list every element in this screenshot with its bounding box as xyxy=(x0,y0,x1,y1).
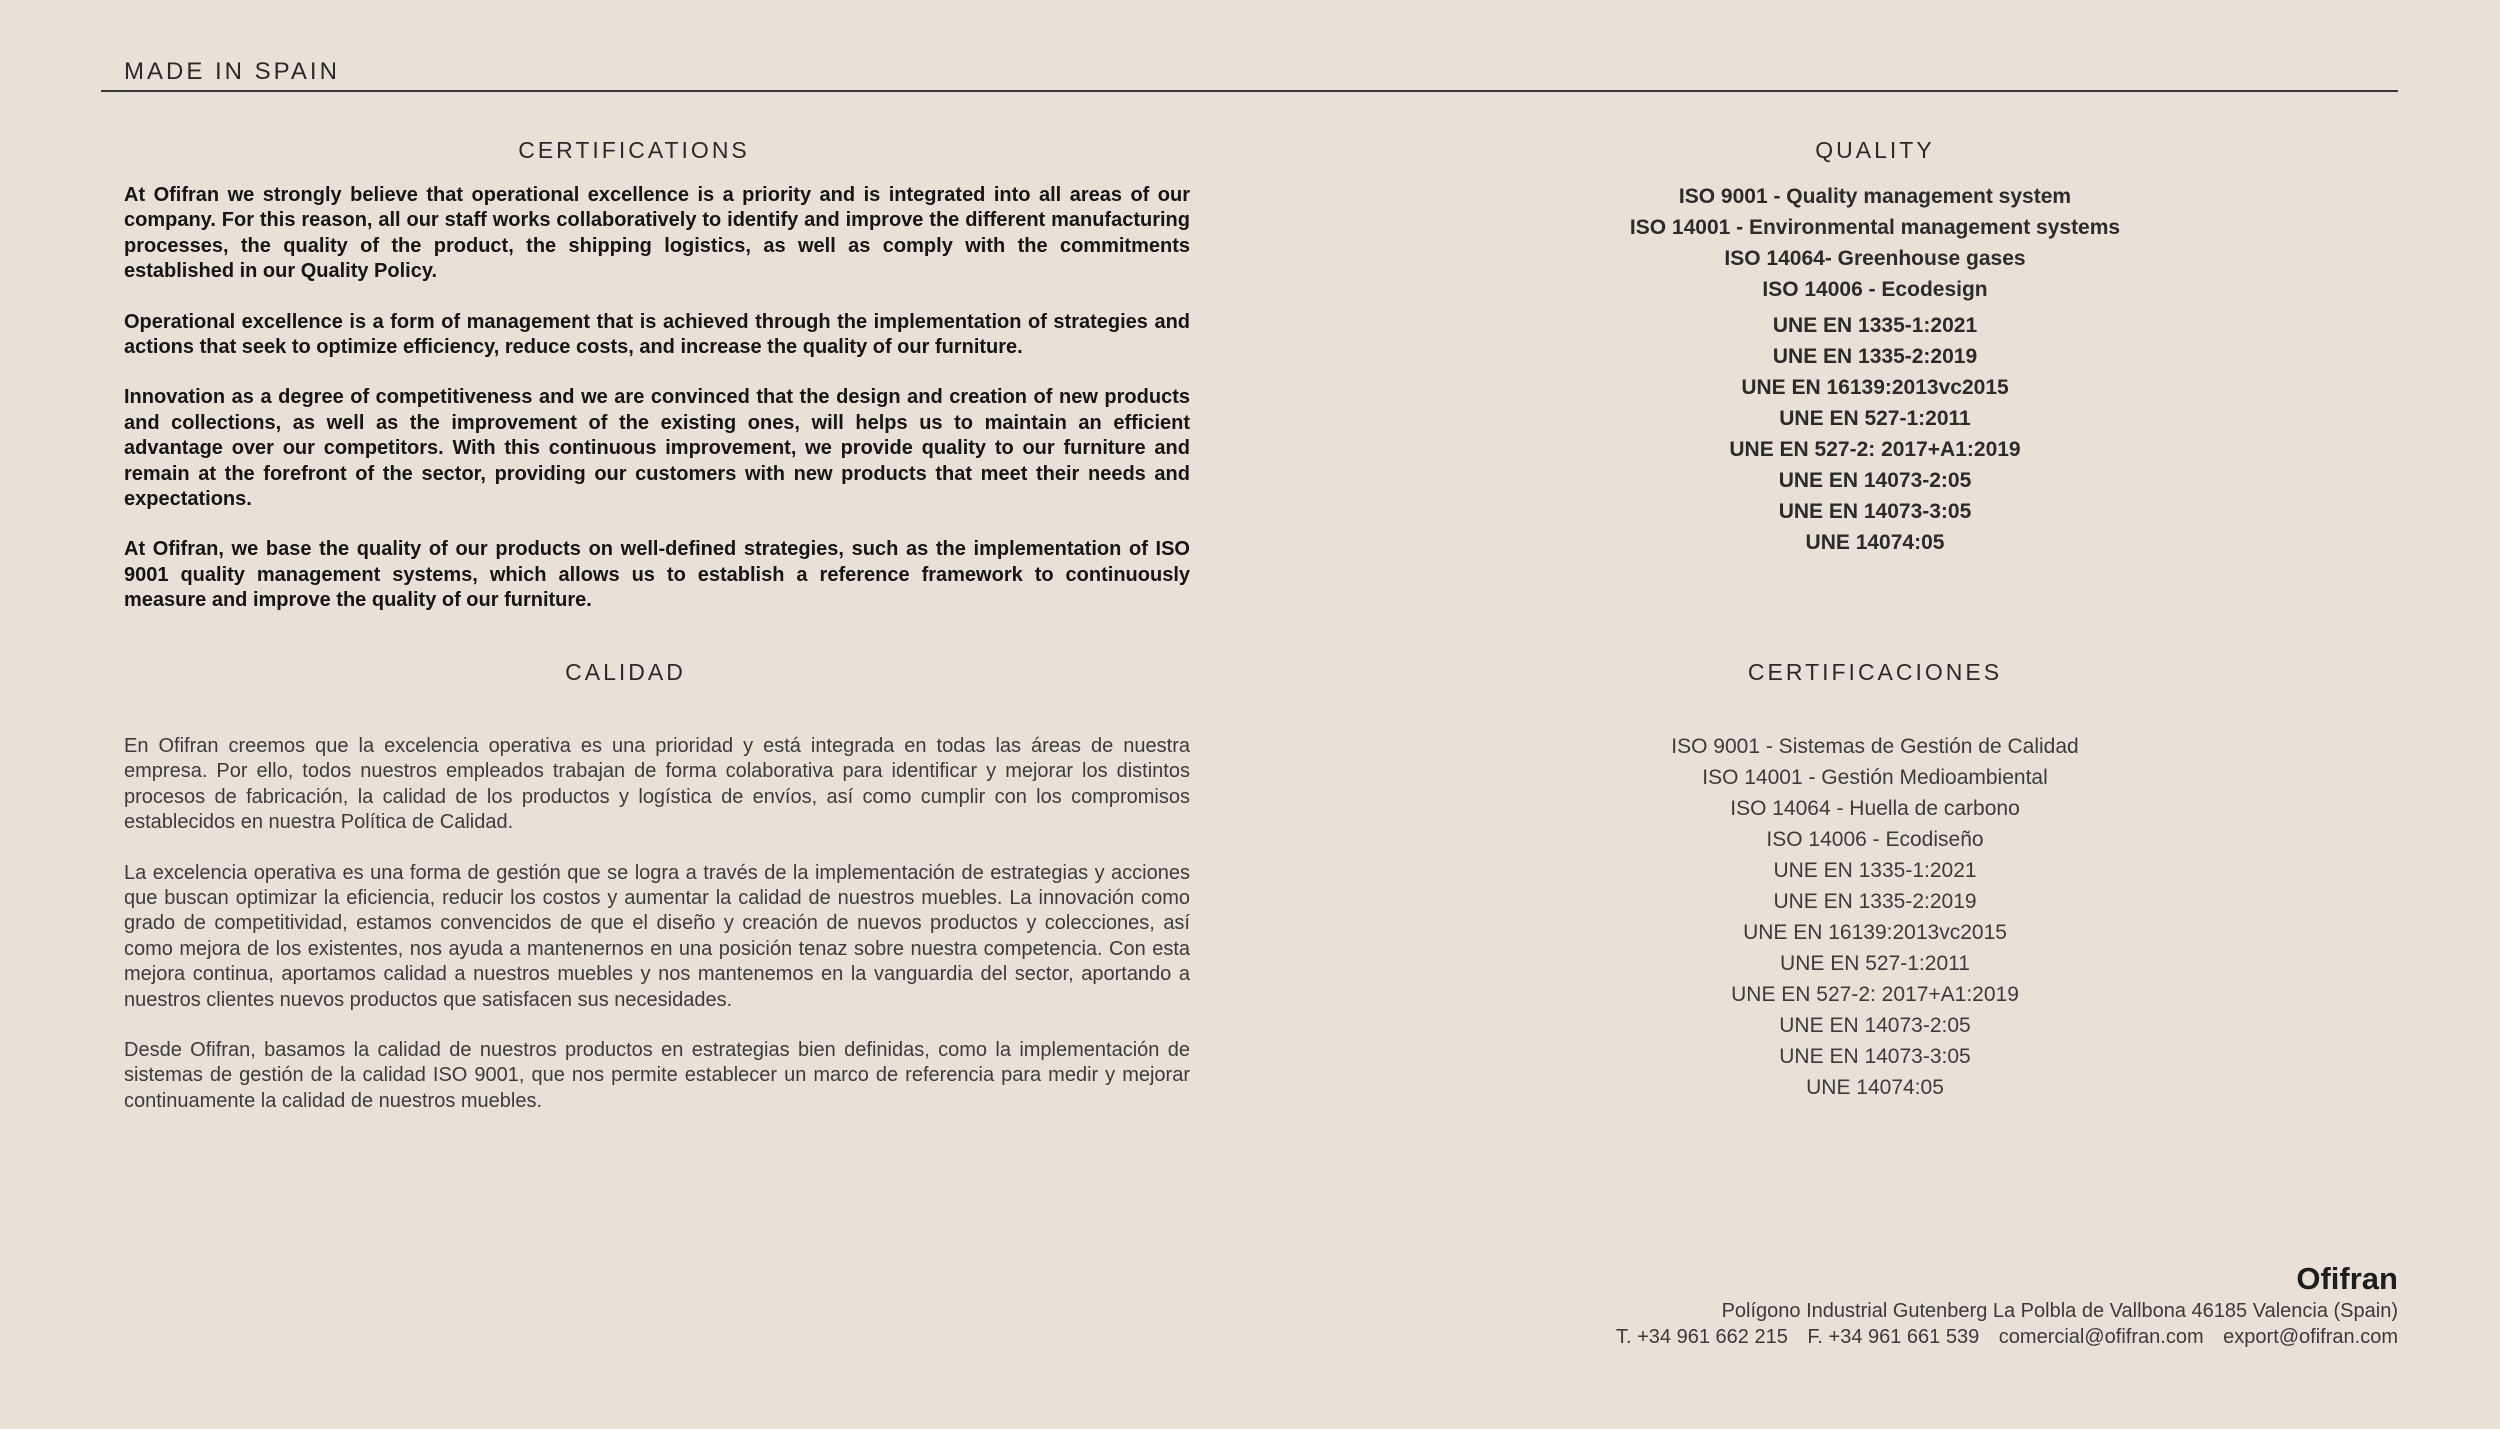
certifications-paragraph: Operational excellence is a form of management that is achieved through the implementation of strategies and actions that seek to optimize efficiency, reduce costs, and increase the quality of our furniture. xyxy=(124,310,1190,359)
list-item: ISO 14064- Greenhouse gases xyxy=(1724,247,2026,270)
list-item: UNE EN 16139:2013vc2015 xyxy=(1743,921,2007,944)
certifications-title: CERTIFICATIONS xyxy=(518,137,750,163)
certificaciones-list xyxy=(1550,731,2200,1103)
certifications-text xyxy=(124,183,1190,639)
list-item: UNE EN 1335-1:2021 xyxy=(1773,859,1977,882)
calidad-text xyxy=(124,734,1190,1139)
certifications-paragraph: Innovation as a degree of competitiveness and we are convinced that the design and creation of new products and collections, as well as the improvement of the existing ones, will helps us to maintain an efficient advantage over our competitors. With this continuous improvement, we provide quality to our furniture and remain at the forefront of the sector, providing our customers with new products that meet their needs and expectations. xyxy=(124,386,1190,511)
footer-email-commercial[interactable]: comercial@ofifran.com xyxy=(1998,1326,2204,1348)
certifications-paragraph: At Ofifran we strongly believe that operational excellence is a priority and is integrated into all areas of our company. For this reason, all our staff works collaboratively to identify and improve the different manufacturing processes, the quality of the product, the shipping logistics, as well as comply with the commitments established in our Quality Policy. xyxy=(124,184,1190,283)
footer-fax: F. +34 961 661 539 xyxy=(1807,1326,1980,1348)
footer-address: Polígono Industrial Gutenberg La Polbla de Vallbona 46185 Valencia (Spain) xyxy=(1721,1300,2398,1322)
list-item: ISO 14001 - Environmental management systems xyxy=(1629,216,2121,239)
calidad-paragraph: La excelencia operativa es una forma de gestión que se logra a través de la implementación de estrategias y acciones que buscan optimizar la eficiencia, reducir los costos y aumentar la calidad de nuestros muebles. La innovación como grado de competitividad, estamos convencidos de que el diseño y creación de nuevos productos y colecciones, así como mejora de los existentes, nos ayuda a mantenernos en una posición tenaz sobre nuestra competencia. Con esta mejora continua, aportamos calidad a nuestros muebles y nos mantenemos en la vanguardia del sector, aportando a nuestros clientes nuevos productos que satisfacen sus necesidades. xyxy=(124,861,1190,1011)
quality-title: QUALITY xyxy=(1815,137,1935,163)
list-item: ISO 9001 - Sistemas de Gestión de Calidad xyxy=(1671,735,2079,758)
footer xyxy=(1616,1260,2398,1350)
header-divider xyxy=(101,90,2398,92)
calidad-paragraph: En Ofifran creemos que la excelencia operativa es una prioridad y está integrada en todas las áreas de nuestra empresa. Por ello, todos nuestros empleados trabajan de forma colaborativa para identificar y mejorar los distintos procesos de fabricación, la calidad de los productos y logística de envíos, así como cumplir con los compromisos establecidos en nuestra Política de Calidad. xyxy=(124,735,1190,834)
list-item: UNE EN 527-2: 2017+A1:2019 xyxy=(1729,438,2021,461)
certificaciones-title: CERTIFICACIONES xyxy=(1747,659,2003,685)
list-item: UNE EN 527-1:2011 xyxy=(1779,407,1971,430)
list-item: UNE EN 16139:2013vc2015 xyxy=(1741,376,2009,399)
footer-contact xyxy=(1616,1324,2398,1350)
list-item: ISO 14001 - Gestión Medioambiental xyxy=(1702,766,2048,789)
list-item: UNE EN 14073-3:05 xyxy=(1779,1045,1971,1068)
list-item: UNE EN 527-1:2011 xyxy=(1780,952,1970,975)
list-item: ISO 9001 - Quality management system xyxy=(1678,185,2072,208)
list-item: UNE 14074:05 xyxy=(1805,531,1945,554)
footer-email-export[interactable]: export@ofifran.com xyxy=(2223,1326,2398,1348)
list-item: UNE EN 14073-2:05 xyxy=(1778,469,1972,492)
quality-list xyxy=(1550,181,2200,558)
certifications-paragraph: At Ofifran, we base the quality of our products on well-defined strategies, such as the implementation of ISO 9001 quality management systems, which allows us to establish a reference framework to continuously measure and improve the quality of our furniture. xyxy=(124,538,1190,612)
list-item: UNE EN 1335-2:2019 xyxy=(1773,890,1977,913)
list-item: ISO 14006 - Ecodiseño xyxy=(1766,828,1984,851)
footer-phone: T. +34 961 662 215 xyxy=(1616,1326,1788,1348)
list-item: ISO 14006 - Ecodesign xyxy=(1762,278,1988,301)
list-item: UNE EN 1335-1:2021 xyxy=(1772,314,1978,337)
list-item: UNE 14074:05 xyxy=(1806,1076,1944,1099)
list-item: ISO 14064 - Huella de carbono xyxy=(1730,797,2020,820)
list-item: UNE EN 14073-2:05 xyxy=(1779,1014,1971,1037)
calidad-paragraph: Desde Ofifran, basamos la calidad de nuestros productos en estrategias bien definidas, como la implementación de sistemas de gestión de la calidad ISO 9001, que nos permite establecer un marco de referencia para medir y mejorar continuamente la calidad de nuestros muebles. xyxy=(124,1039,1190,1112)
calidad-title: CALIDAD xyxy=(565,659,686,685)
brand-name: Ofifran xyxy=(2296,1261,2398,1296)
list-item: UNE EN 527-2: 2017+A1:2019 xyxy=(1731,983,2019,1006)
made-in-spain-label: MADE IN SPAIN xyxy=(124,58,340,85)
list-item: UNE EN 1335-2:2019 xyxy=(1772,345,1978,368)
list-item: UNE EN 14073-3:05 xyxy=(1778,500,1972,523)
